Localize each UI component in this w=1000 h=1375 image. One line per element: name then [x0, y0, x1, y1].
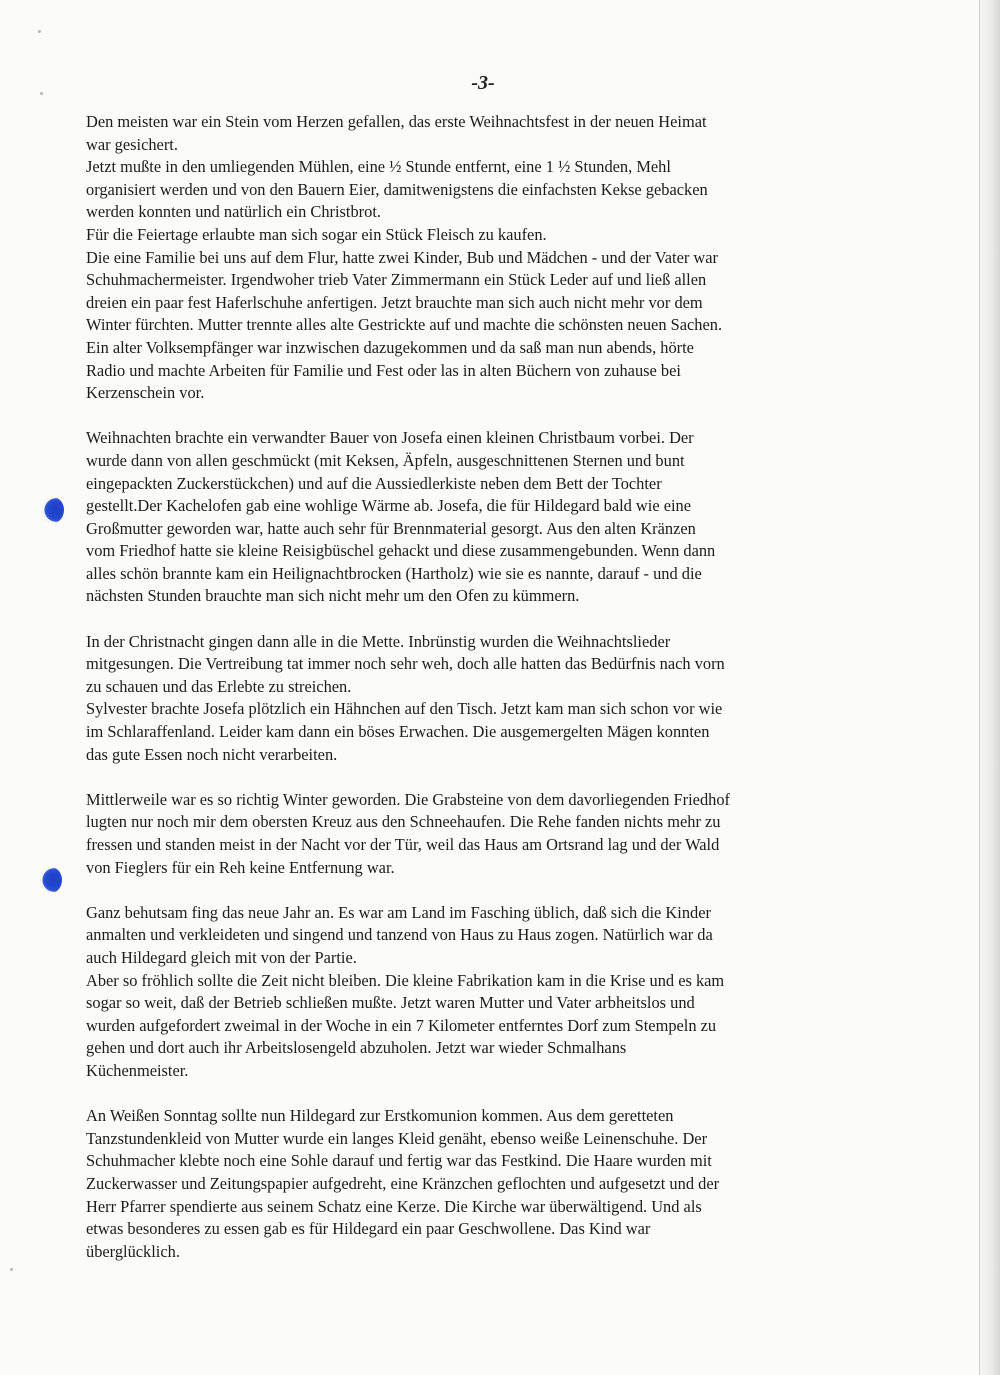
text-line: Herr Pfarrer spendierte aus seinem Schatz eine Kerze. Die Kirche war überwältigend. Und als [86, 1196, 702, 1216]
punch-hole-marker [42, 497, 64, 523]
text-line: Weihnachten brachte ein verwandter Bauer von Josefa einen kleinen Christbaum vorbei. Der [86, 428, 694, 448]
text-line: Aber so fröhlich sollte die Zeit nicht bleiben. Die kleine Fabrikation kam in die Krise und es kam [86, 970, 725, 990]
text-line: Winter fürchten. Mutter trennte alles alte Gestrickte auf und machte die schönsten neuen Sachen. [86, 315, 723, 335]
text-line: von Fieglers für ein Reh keine Entfernung war. [86, 857, 395, 877]
text-line: mitgesungen. Die Vertreibung tat immer noch sehr weh, doch alle hatten das Bedürfnis nach vorn [86, 654, 725, 674]
text-line: auch Hildegard gleich mit von der Partie. [86, 947, 357, 967]
text-line: Die eine Familie bei uns auf dem Flur, hatte zwei Kinder, Bub und Mädchen - und der Vater war [86, 247, 718, 267]
paragraph [86, 111, 866, 405]
text-line: sogar so weit, daß der Betrieb schließen mußte. Jetzt waren Mutter und Vater arbheitslos und [86, 993, 695, 1013]
text-line: Tanzstundenkleid von Mutter wurde ein langes Kleid genäht, ebenso weiße Leinenschuhe. Der [86, 1128, 708, 1148]
page-edge [980, 0, 1000, 1375]
text-line: In der Christnacht gingen dann alle in die Mette. Inbrünstig wurden die Weihnachtslieder [86, 631, 671, 651]
text-line: überglücklich. [86, 1241, 180, 1261]
text-line: wurde dann von allen geschmückt (mit Keksen, Äpfeln, ausgeschnittenen Sternen und bunt [86, 450, 685, 470]
text-line: Küchenmeister. [86, 1060, 189, 1080]
text-line: Radio und machte Arbeiten für Familie und Fest oder las in alten Büchern von zuhause bei [86, 360, 681, 380]
text-line: Ganz behutsam fing das neue Jahr an. Es war am Land im Fasching üblich, daß sich die Kinder [86, 902, 711, 922]
text-line: alles schön brannte kam ein Heilignachtbrocken (Hartholz) wie sie es nannte, darauf - und die [86, 563, 702, 583]
text-line: das gute Essen noch nicht verarbeiten. [86, 744, 338, 764]
text-line: wurden aufgefordert zweimal in der Woche in ein 7 Kilometer entferntes Dorf zum Stempeln zu [86, 1015, 717, 1035]
text-line: lugten nur noch mir dem obersten Kreuz aus den Schneehaufen. Die Rehe fanden nichts mehr zu [86, 812, 721, 832]
paragraph [86, 1105, 866, 1263]
text-line: organisiert werden und von den Bauern Eier, damitwenigstens die einfachsten Kekse gebacken [86, 179, 708, 199]
text-line: Für die Feiertage erlaubte man sich sogar ein Stück Fleisch zu kaufen. [86, 224, 547, 244]
text-line: Sylvester brachte Josefa plötzlich ein Hähnchen auf den Tisch. Jetzt kam man sich schon vor wie [86, 699, 723, 719]
text-line: Den meisten war ein Stein vom Herzen gefallen, das erste Weihnachtsfest in der neuen Heimat [86, 112, 707, 131]
text-line: Ein alter Volksempfänger war inzwischen dazugekommen und da saß man nun abends, hörte [86, 337, 694, 357]
paragraph [86, 789, 866, 879]
text-line: etwas besonderes zu essen gab es für Hildegard ein paar Geschwollene. Das Kind war [86, 1219, 651, 1239]
text-line: Schuhmachermeister. Irgendwoher trieb Vater Zimmermann ein Stück Leder auf und ließ allen [86, 270, 707, 290]
text-line: Zuckerwasser und Zeitungspapier aufgedreht, eine Kränzchen geflochten und aufgesetzt und der [86, 1173, 720, 1193]
text-line: An Weißen Sonntag sollte nun Hildegard zur Erstkomunion kommen. Aus dem geretteten [86, 1106, 674, 1126]
text-line: gehen und dort auch ihr Arbeitslosengeld abzuholen. Jetzt war wieder Schmalhans [86, 1038, 627, 1058]
scan-speck [10, 1268, 13, 1271]
text-line: Jetzt mußte in den umliegenden Mühlen, eine ½ Stunde entfernt, eine 1 ½ Stunden, Mehl [86, 157, 671, 177]
text-line: vom Friedhof hatte sie kleine Reisigbüschel gehackt und diese zusammengebunden. Wenn dann [86, 541, 716, 561]
paragraph [86, 427, 866, 608]
scan-speck [40, 92, 43, 95]
document-body [86, 111, 866, 1263]
text-line: Großmutter geworden war, hatte auch sehr für Brennmaterial gesorgt. Aus den alten Kränzen [86, 518, 696, 538]
page-number: -3- [471, 72, 495, 94]
text-line: fressen und standen meist in der Nacht vor der Tür, weil das Haus am Ortsrand lag und der Wald [86, 835, 720, 854]
text-line: war gesichert. [86, 134, 178, 154]
text-line: anmalten und verkleideten und singend und tanzend von Haus zu Haus zogen. Natürlich war da [86, 925, 713, 945]
punch-hole-marker [40, 867, 62, 893]
paragraph [86, 631, 866, 767]
text-line: eingepackten Zuckerstückchen) und auf die Aussiedlerkiste neben dem Bett der Tochter [86, 473, 662, 493]
text-line: zu schauen und das Erlebte zu streichen. [86, 676, 352, 696]
text-line: nächsten Stunden brauchte man sich nicht mehr um den Ofen zu kümmern. [86, 586, 580, 606]
text-line: Mittlerweile war es so richtig Winter geworden. Die Grabsteine von dem davorliegenden Friedhof [86, 789, 730, 809]
text-line: dreien ein paar fest Haferlschuhe anfertigen. Jetzt brauchte man sich auch nicht mehr vor dem [86, 292, 703, 312]
scan-speck [38, 30, 41, 33]
text-line: im Schlaraffenland. Leider kam dann ein böses Erwachen. Die ausgemergelten Mägen konnten [86, 722, 710, 742]
text-line: Kerzenschein vor. [86, 383, 205, 403]
text-line: gestellt.Der Kachelofen gab eine wohlige Wärme ab. Josefa, die für Hildegard bald wie eine [86, 496, 691, 516]
text-line: Schuhmacher klebte noch eine Sohle darauf und fertig war das Festkind. Die Haare wurden mit [86, 1151, 712, 1171]
paragraph [86, 902, 866, 1083]
text-line: werden konnten und natürlich ein Christbrot. [86, 202, 381, 222]
